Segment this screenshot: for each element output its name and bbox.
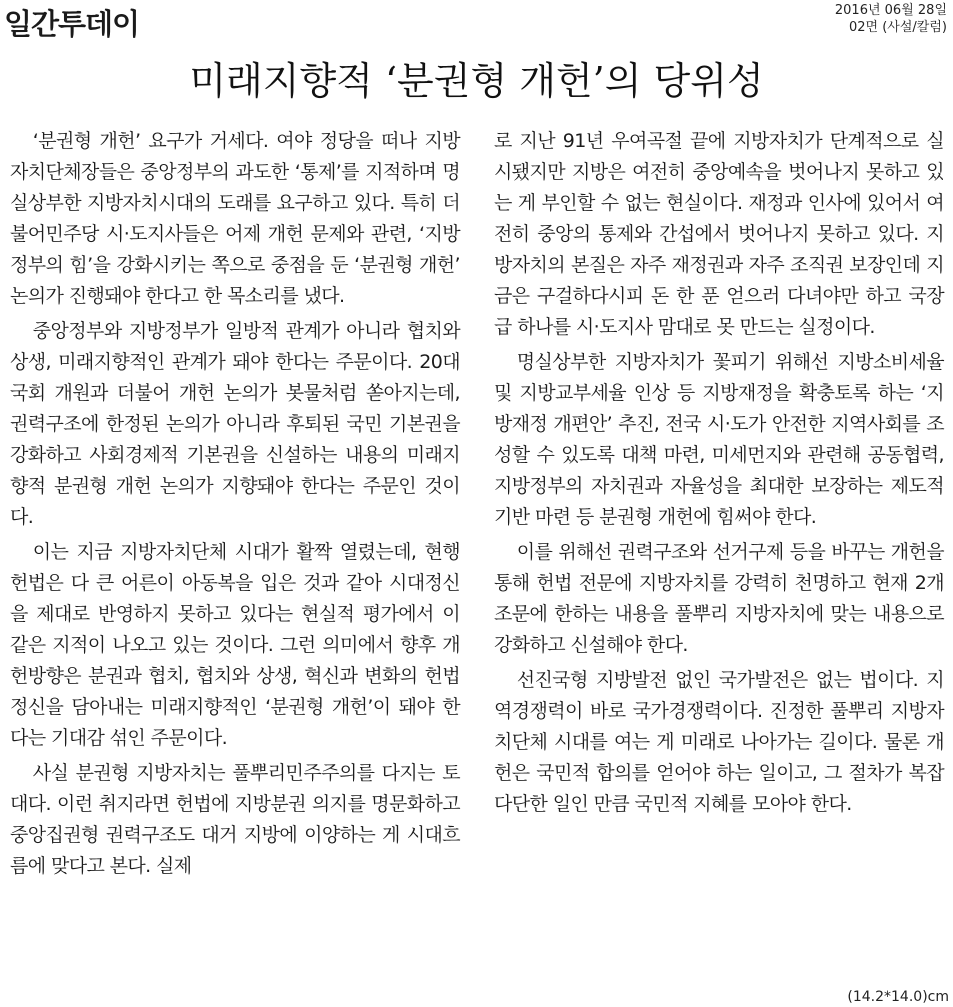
publication-info bbox=[835, 2, 947, 36]
paragraph: 중앙정부와 지방정부가 일방적 관계가 아니라 협치와 상생, 미래지향적인 관계가 돼야 한다는 주문이다. 20대 국회 개원과 더불어 개헌 논의가 봇물처럼 쏟아지는데, 권력구조에 한정된 논의가 아니라 후퇴된 국민 기본권을 강화하고 사회경제적 기본권을 신설하는 내용의 미래지향적 분권형 개헌 논의가 지향돼야 한다는 주문인 것이다. bbox=[10, 320, 460, 528]
paragraph: 선진국형 지방발전 없인 국가발전은 없는 법이다. 지역경쟁력이 바로 국가경쟁력이다. 진정한 풀뿌리 지방자치단체 시대를 여는 게 미래로 나아가는 길이다. 물론 개헌은 국민적 합의를 얻어야 하는 일이고, 그 절차가 복잡다단한 일인 만큼 국민적 지혜를 모아야 한다. bbox=[494, 669, 944, 815]
newspaper-masthead: 일간투데이 bbox=[4, 7, 140, 41]
paragraph: 사실 분권형 지방자치는 풀뿌리민주주의를 다지는 토대다. 이런 취지라면 헌법에 지방분권 의지를 명문화하고 중앙집권형 권력구조도 대거 지방에 이양하는 게 시대흐름에 맞다고 본다. 실제 bbox=[10, 762, 460, 877]
page-section: 02면 (사설/칼럼) bbox=[849, 20, 947, 35]
article-column-right bbox=[494, 126, 944, 824]
article-column-left bbox=[10, 126, 460, 886]
article-title: 미래지향적 ‘분권형 개헌’의 당위성 bbox=[189, 59, 764, 103]
publication-date: 2016년 06월 28일 bbox=[834, 3, 947, 18]
clipping-size: (14.2*14.0)cm bbox=[847, 989, 949, 1005]
paragraph: 명실상부한 지방자치가 꽃피기 위해선 지방소비세율 및 지방교부세율 인상 등 지방재정을 확충토록 하는 ‘지방재정 개편안’ 추진, 전국 시·도가 안전한 지역사회를 조성할 수 있도록 대책 마련, 미세먼지와 관련해 공동협력, 지방정부의 자치권과 자율성을 최대한 보장하는 제도적 기반 마련 등 분권형 개헌에 힘써야 한다. bbox=[494, 351, 944, 528]
paragraph: 이를 위해선 권력구조와 선거구제 등을 바꾸는 개헌을 통해 헌법 전문에 지방자치를 강력히 천명하고 현재 2개 조문에 한하는 내용을 풀뿌리 지방자치에 맞는 내용으로 강화하고 신설해야 한다. bbox=[494, 541, 944, 656]
paragraph: 이는 지금 지방자치단체 시대가 활짝 열렸는데, 현행 헌법은 다 큰 어른이 아동복을 입은 것과 같아 시대정신을 제대로 반영하지 못하고 있다는 현실적 평가에서 이 같은 지적이 나오고 있는 것이다. 그런 의미에서 향후 개헌방향은 분권과 협치, 협치와 상생, 혁신과 변화의 헌법정신을 담아내는 미래지향적인 ‘분권형 개헌’이 돼야 한다는 기대감 섞인 주문이다. bbox=[10, 541, 460, 749]
paragraph: ‘분권형 개헌’ 요구가 거세다. 여야 정당을 떠나 지방자치단체장들은 중앙정부의 과도한 ‘통제’를 지적하며 명실상부한 지방자치시대의 도래를 요구하고 있다. 특히 더불어민주당 시·도지사들은 어제 개헌 문제와 관련, ‘지방정부의 힘’을 강화시키는 쪽으로 중점을 둔 ‘분권형 개헌’ 논의가 진행돼야 한다고 한 목소리를 냈다. bbox=[10, 130, 460, 307]
paragraph: 로 지난 91년 우여곡절 끝에 지방자치가 단계적으로 실시됐지만 지방은 여전히 중앙예속을 벗어나지 못하고 있는 게 부인할 수 없는 현실이다. 재정과 인사에 있어서 여전히 중앙의 통제와 간섭에서 벗어나지 못하고 있다. 지방자치의 본질은 자주 재정권과 자주 조직권 보장인데 지금은 구걸하다시피 돈 한 푼 얻으러 다녀야만 하고 국장급 하나를 시·도지사 맘대로 못 만드는 실정이다. bbox=[494, 130, 944, 338]
